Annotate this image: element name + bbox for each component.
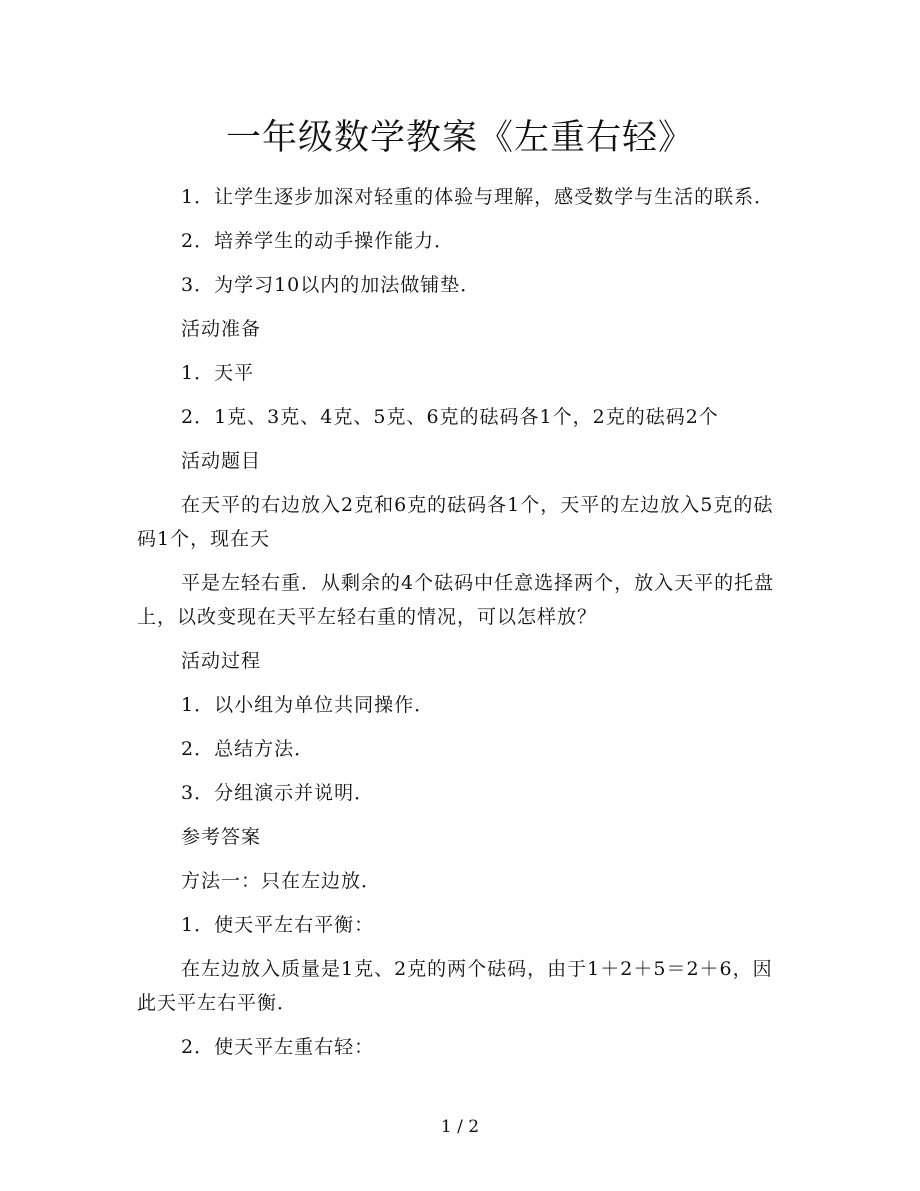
paragraph: 2．1克、3克、4克、5克、6克的砝码各1个，2克的砝码2个 [181,406,719,428]
paragraph: 在天平的右边放入2克和6克的砝码各1个，天平的左边放入5克的砝码1个，现在天 [137,494,774,550]
section-heading: 活动题目 [181,450,262,472]
section-heading: 参考答案 [181,826,262,848]
paragraph: 在左边放入质量是1克、2克的两个砝码，由于1＋2＋5＝2＋6，因此天平左右平衡． [137,958,773,1014]
paragraph: 3．分组演示并说明． [181,782,375,804]
paragraph: 1．使天平左右平衡： [181,914,375,936]
section-heading: 活动过程 [181,650,262,672]
section-heading: 活动准备 [181,318,262,340]
paragraph: 1．让学生逐步加深对轻重的体验与理解，感受数学与生活的联系． [181,186,775,208]
page-number: 1 / 2 [440,1117,480,1137]
paragraph: 1．天平 [181,362,255,384]
paragraph: 平是左轻右重．从剩余的4个砝码中任意选择两个，放入天平的托盘上，以改变现在天平左轻右重的情况，可以怎样放？ [137,572,775,628]
paragraph: 2．使天平左重右轻： [181,1036,375,1058]
paragraph: 2．总结方法． [181,738,315,760]
paragraph: 方法一：只在左边放． [181,870,382,892]
paragraph: 1．以小组为单位共同操作． [181,694,435,716]
paragraph: 3．为学习10以内的加法做铺垫． [181,274,481,296]
document-body [137,180,787,1074]
paragraph: 2．培养学生的动手操作能力． [181,230,455,252]
document-title: 一年级数学教案《左重右轻》 [225,118,694,158]
